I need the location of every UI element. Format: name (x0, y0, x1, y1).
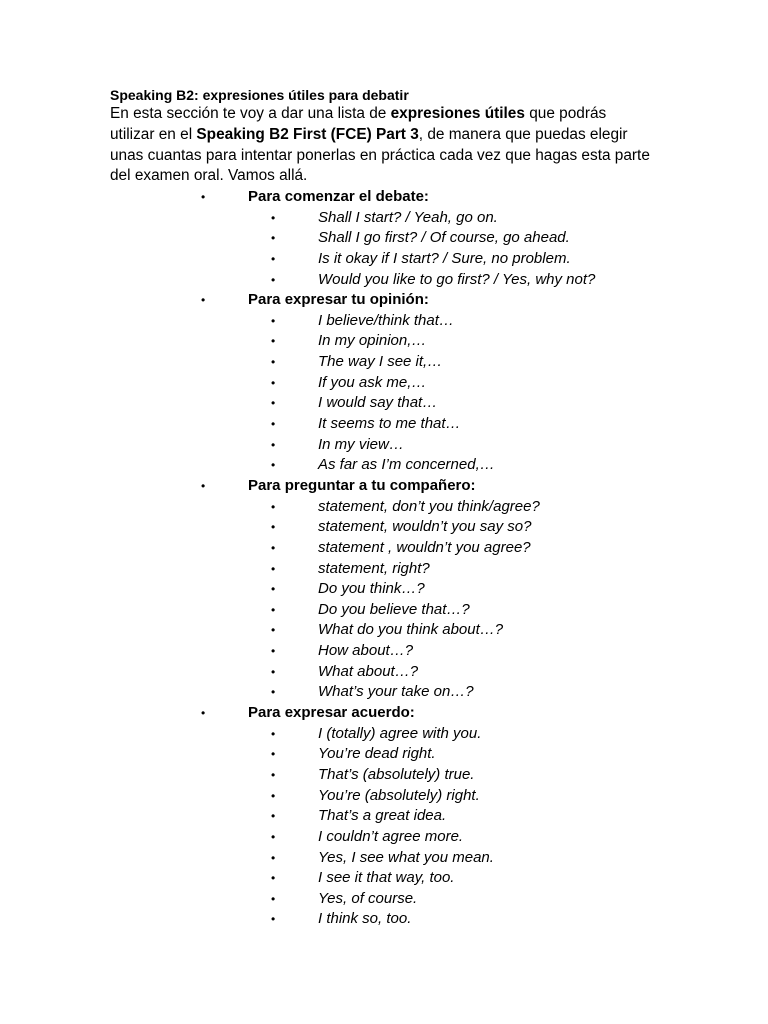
list-item (0, 373, 768, 394)
expression-text: You’re dead right. (318, 745, 436, 763)
bullet-icon: • (271, 355, 276, 370)
bullet-icon: • (271, 499, 276, 514)
section-heading-row (0, 187, 768, 208)
section-heading: Para expresar tu opinión: (248, 291, 429, 309)
list-item (0, 868, 768, 889)
bullet-icon: • (271, 829, 276, 844)
bullet-icon: • (271, 850, 276, 865)
bullet-icon: • (271, 520, 276, 535)
bullet-icon: • (271, 891, 276, 906)
bullet-icon: • (271, 540, 276, 555)
bullet-icon: • (271, 272, 276, 287)
list-item (0, 435, 768, 456)
expression-text: The way I see it,… (318, 353, 443, 371)
list-item (0, 909, 768, 930)
section-heading: Para preguntar a tu compañero: (248, 476, 476, 494)
list-item (0, 228, 768, 249)
expression-text: I (totally) agree with you. (318, 724, 482, 742)
expression-text: I believe/think that… (318, 311, 454, 329)
expression-text: Do you believe that…? (318, 600, 470, 618)
intro-emphasis: expresiones útiles (390, 105, 525, 122)
intro-paragraph (110, 104, 650, 187)
list-item (0, 641, 768, 662)
intro-text: En esta sección te voy a dar una lista de (110, 105, 391, 122)
bullet-icon: • (271, 767, 276, 782)
intro-emphasis: Speaking B2 First (FCE) Part 3 (196, 125, 419, 143)
list-item (0, 620, 768, 641)
list-item (0, 393, 768, 414)
expression-text: That’s a great idea. (318, 807, 447, 825)
bullet-icon: • (271, 437, 276, 452)
list-item (0, 497, 768, 518)
bullet-icon: • (271, 644, 276, 659)
bullet-icon: • (271, 747, 276, 762)
bullet-icon: • (201, 706, 206, 721)
bullet-icon: • (271, 685, 276, 700)
bullet-icon: • (271, 417, 276, 432)
list-item (0, 414, 768, 435)
bullet-icon: • (271, 458, 276, 473)
intro-text: , de manera que puedas elegir unas cuantas para intentar ponerlas en práctica cada vez que hagas esta parte del examen oral. Vamos allá. (110, 125, 650, 185)
list-item (0, 455, 768, 476)
expression-text: Yes, I see what you mean. (318, 848, 494, 866)
expression-text: How about…? (318, 642, 414, 660)
bullet-icon: • (271, 210, 276, 225)
list-item (0, 249, 768, 270)
list-item (0, 600, 768, 621)
list-item (0, 765, 768, 786)
expression-text: As far as I’m concerned,… (318, 456, 495, 474)
list-item (0, 311, 768, 332)
bullet-icon: • (271, 375, 276, 390)
expression-text: Do you think…? (318, 580, 425, 598)
list-item (0, 848, 768, 869)
bullet-icon: • (271, 788, 276, 803)
document-title: Speaking B2: expresiones útiles para debatir (110, 87, 409, 103)
expression-text: If you ask me,… (318, 373, 427, 391)
intro-text: que podrás utilizar en el (110, 105, 607, 143)
expression-text: I would say that… (318, 394, 438, 412)
list-item (0, 662, 768, 683)
bullet-icon: • (271, 334, 276, 349)
bullet-icon: • (271, 871, 276, 886)
expression-text: Is it okay if I start? / Sure, no problem. (318, 249, 571, 267)
expression-text: What’s your take on…? (318, 683, 474, 701)
bullet-icon: • (271, 231, 276, 246)
list-item (0, 517, 768, 538)
bullet-icon: • (271, 582, 276, 597)
list-item (0, 559, 768, 580)
expression-text: statement , wouldn’t you agree? (318, 538, 531, 556)
expression-text: statement, wouldn’t you say so? (318, 518, 532, 536)
list-item (0, 331, 768, 352)
section-heading-row (0, 476, 768, 497)
expression-text: I think so, too. (318, 910, 412, 928)
list-item (0, 786, 768, 807)
list-item (0, 208, 768, 229)
bullet-icon: • (201, 190, 206, 204)
expression-text: Yes, of course. (318, 889, 418, 907)
bullet-icon: • (271, 396, 276, 411)
bullet-icon: • (271, 561, 276, 576)
list-item (0, 744, 768, 765)
expression-text: You’re (absolutely) right. (318, 786, 480, 804)
expression-text: Shall I go first? / Of course, go ahead. (318, 229, 570, 247)
expression-text: statement, right? (318, 559, 430, 577)
list-item (0, 827, 768, 848)
expression-text: What about…? (318, 662, 419, 680)
section-heading-row (0, 703, 768, 724)
bullet-icon: • (271, 809, 276, 824)
expression-text: statement, don’t you think/agree? (318, 497, 540, 515)
list-item (0, 806, 768, 827)
section-heading: Para comenzar el debate: (248, 188, 429, 205)
expression-text: I couldn’t agree more. (318, 827, 464, 845)
bullet-icon: • (271, 912, 276, 927)
expression-text: Shall I start? / Yeah, go on. (318, 208, 498, 226)
expression-text: What do you think about…? (318, 621, 504, 639)
list-item (0, 270, 768, 291)
list-item (0, 724, 768, 745)
expression-list (0, 187, 768, 930)
expression-text: I see it that way, too. (318, 869, 455, 887)
bullet-icon: • (201, 293, 206, 308)
expression-text: Would you like to go first? / Yes, why not? (318, 270, 596, 288)
list-item (0, 538, 768, 559)
bullet-icon: • (271, 664, 276, 679)
section-heading-row (0, 290, 768, 311)
expression-text: It seems to me that… (318, 415, 461, 433)
bullet-icon: • (271, 602, 276, 617)
bullet-icon: • (271, 251, 276, 266)
list-item (0, 889, 768, 910)
list-item (0, 682, 768, 703)
bullet-icon: • (271, 726, 276, 741)
bullet-icon: • (271, 313, 276, 328)
list-item (0, 579, 768, 600)
section-heading: Para expresar acuerdo: (248, 704, 415, 722)
expression-text: In my view… (318, 435, 404, 453)
bullet-icon: • (201, 478, 206, 493)
expression-text: That’s (absolutely) true. (318, 765, 475, 783)
expression-text: In my opinion,… (318, 332, 427, 350)
list-item (0, 352, 768, 373)
bullet-icon: • (271, 623, 276, 638)
